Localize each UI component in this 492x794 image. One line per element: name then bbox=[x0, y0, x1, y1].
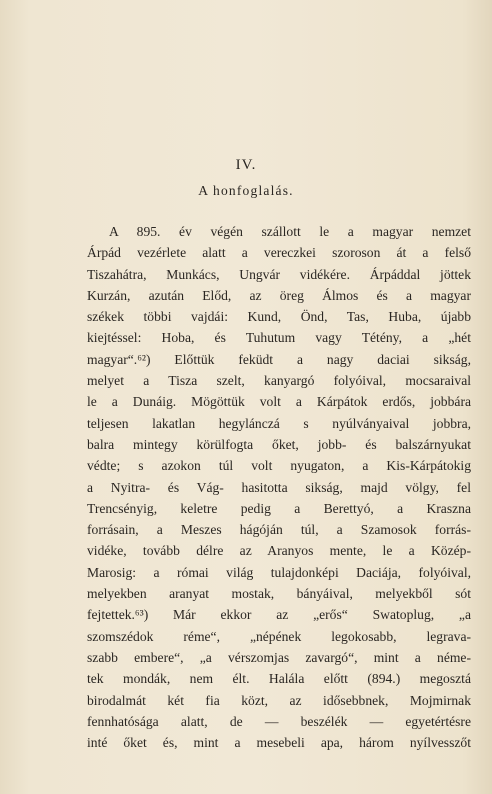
text-line: inté őket és, mint a mesebeli apa, három nyílvesszőt bbox=[87, 735, 471, 751]
text-line: Trencsényig, keletre pedig a Berettyó, a Kraszna bbox=[87, 500, 471, 516]
text-line: Kurzán, azután Előd, az öreg Álmos és a magyar bbox=[87, 287, 471, 303]
text-line: birodalmát két fia közt, az idősebbnek, Mojmirnak bbox=[87, 692, 471, 708]
body-paragraph bbox=[87, 221, 471, 753]
text-line: Tiszahátra, Munkács, Ungvár vidékére. Árpáddal jöttek bbox=[87, 266, 471, 282]
text-line: tek mondák, nem élt. Halála előtt (894.) megosztá bbox=[87, 671, 471, 687]
text-line: melyekben aranyat mostak, bányáival, melyekből sót bbox=[87, 586, 471, 602]
text-line: magyar“.⁶²) Előttük feküdt a nagy daciai sikság, bbox=[87, 351, 471, 367]
text-line: védte; s azokon túl volt nyugaton, a Kis-Kárpátokig bbox=[87, 458, 471, 474]
text-line: szomszédok réme“, „népének legokosabb, legrava- bbox=[87, 628, 471, 644]
chapter-number: IV. bbox=[235, 157, 257, 173]
text-line: fennhatósága alatt, de — beszélék — egyetértésre bbox=[87, 713, 471, 729]
text-line: melyet a Tisza szelt, kanyargó folyóival, mocsaraival bbox=[87, 373, 471, 389]
text-line: forrásain, a Meszes hágóján túl, a Szamosok forrás- bbox=[87, 522, 471, 538]
text-line: szabb embere“, „a vérszomjas zavargó“, mint a néme- bbox=[87, 649, 471, 665]
text-line: vidéke, tovább délre az Aranyos mente, le a Közép- bbox=[87, 543, 471, 559]
text-line: fejtettek.⁶³) Már ekkor az „erős“ Swatoplug, „a bbox=[87, 607, 471, 623]
chapter-title: A honfoglalás. bbox=[198, 183, 294, 198]
text-line: le a Dunáig. Mögöttük volt a Kárpátok erdős, jobbára bbox=[87, 394, 471, 410]
text-line: Marosig: a római világ tulajdonképi Daciája, folyóival, bbox=[87, 564, 471, 580]
text-line: a Nyitra- és Vág- hasitotta sikság, majd völgy, fel bbox=[87, 479, 471, 495]
text-line: kiejtéssel: Hoba, és Tuhutum vagy Tétény, a „hét bbox=[87, 330, 471, 346]
text-line: Árpád vezérlete alatt a vereczkei szoroson át a felső bbox=[87, 245, 471, 261]
text-line: székek többi vajdái: Kund, Önd, Tas, Huba, újabb bbox=[87, 309, 471, 325]
text-line: A 895. év végén szállott le a magyar nemzet bbox=[109, 224, 471, 239]
text-line: balra mintegy körülfogta őket, jobb- és balszárnyukat bbox=[87, 436, 471, 452]
text-line: teljesen lakatlan hegylánczá s nyúlványaival jobbra, bbox=[87, 415, 471, 431]
